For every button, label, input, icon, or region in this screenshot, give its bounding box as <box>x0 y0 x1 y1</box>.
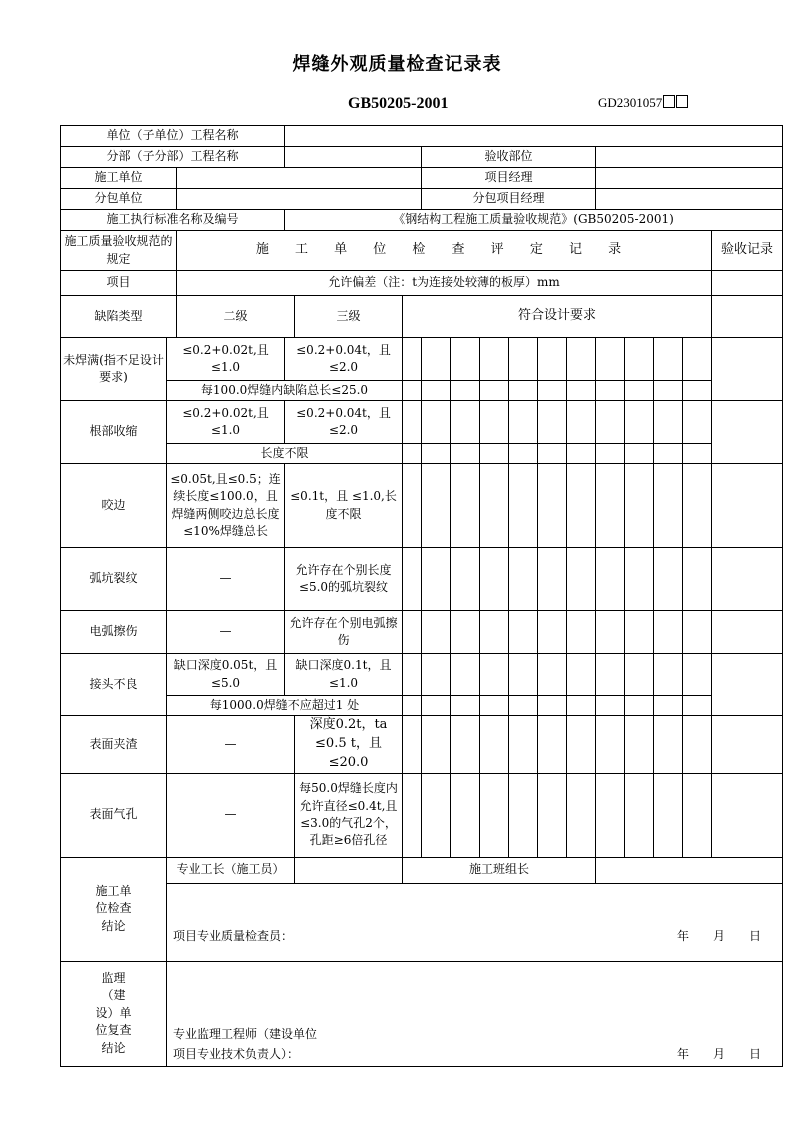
tech-leader-label: 项目专业技术负责人）： <box>173 1046 300 1061</box>
record-cell[interactable] <box>422 548 451 611</box>
record-cell[interactable] <box>567 654 596 696</box>
design-req-label: 符合设计要求 <box>403 296 712 338</box>
record-cell[interactable] <box>567 338 596 381</box>
unit-project-field[interactable] <box>285 126 783 147</box>
record-cell[interactable] <box>683 338 712 381</box>
grade2-value: ≤0.05t,且≤0.5；连续长度≤100.0，且焊缝两侧咬边总长度≤10%焊缝总长 <box>167 464 285 548</box>
record-cell[interactable] <box>509 401 538 444</box>
record-cell[interactable] <box>403 338 422 381</box>
record-cell[interactable] <box>451 381 480 401</box>
record-cell[interactable] <box>422 611 451 654</box>
construction-unit-label: 施工单位 <box>61 168 177 189</box>
record-cell[interactable] <box>654 444 683 464</box>
record-cell[interactable] <box>509 548 538 611</box>
record-cell[interactable] <box>480 654 509 696</box>
record-cell[interactable] <box>422 444 451 464</box>
record-cell[interactable] <box>683 381 712 401</box>
year-label: 年 <box>677 1046 690 1061</box>
sub-manager-field[interactable] <box>596 189 783 210</box>
record-cell[interactable] <box>683 444 712 464</box>
standard-number: GB50205-2001 <box>348 95 449 112</box>
record-cell[interactable] <box>654 548 683 611</box>
record-cell[interactable] <box>654 773 683 857</box>
standard-value: 《钢结构工程施工质量验收规范》(GB50205-2001) <box>285 210 783 231</box>
record-cell[interactable] <box>654 381 683 401</box>
row-note: 长度不限 <box>167 444 403 464</box>
record-cell[interactable] <box>538 773 567 857</box>
record-cell[interactable] <box>625 716 654 774</box>
acceptance-cell[interactable] <box>712 654 783 716</box>
record-cell[interactable] <box>538 464 567 548</box>
record-cell[interactable] <box>683 401 712 444</box>
record-cell[interactable] <box>480 381 509 401</box>
record-cell[interactable] <box>403 696 422 716</box>
record-cell[interactable] <box>451 716 480 774</box>
record-cell[interactable] <box>683 654 712 696</box>
row-note: 每100.0焊缝内缺陷总长≤25.0 <box>167 381 403 401</box>
record-cell[interactable] <box>403 611 422 654</box>
record-cell[interactable] <box>683 696 712 716</box>
subcontractor-field[interactable] <box>177 189 422 210</box>
record-cell[interactable] <box>451 611 480 654</box>
record-cell[interactable] <box>509 381 538 401</box>
record-cell[interactable] <box>509 773 538 857</box>
acceptance-cell[interactable] <box>712 401 783 464</box>
record-label: 施 工 单 位 检 查 评 定 记 录 <box>177 231 712 271</box>
record-cell[interactable] <box>451 338 480 381</box>
record-cell[interactable] <box>538 381 567 401</box>
acceptance-cell[interactable] <box>712 338 783 401</box>
construction-conclusion-area[interactable] <box>167 883 783 961</box>
acceptance-cell[interactable] <box>712 548 783 611</box>
page-title: 焊缝外观质量检查记录表 <box>292 54 502 75</box>
supervisor-label: 专业监理工程师（建设单位 <box>173 1026 318 1041</box>
record-cell[interactable] <box>480 696 509 716</box>
record-cell[interactable] <box>596 548 625 611</box>
record-cell[interactable] <box>596 716 625 774</box>
record-cell[interactable] <box>422 401 451 444</box>
document-code-text: GD2301057 <box>598 95 663 110</box>
acceptance-cell[interactable] <box>712 773 783 857</box>
record-cell[interactable] <box>683 716 712 774</box>
record-cell[interactable] <box>654 611 683 654</box>
record-cell[interactable] <box>625 401 654 444</box>
record-cell[interactable] <box>509 338 538 381</box>
record-cell[interactable] <box>538 444 567 464</box>
defect-name: 弧坑裂纹 <box>61 548 167 611</box>
grade2-label: 二级 <box>177 296 295 338</box>
code-box-icon[interactable] <box>676 95 688 108</box>
record-cell[interactable] <box>403 381 422 401</box>
record-cell[interactable] <box>480 716 509 774</box>
record-cell[interactable] <box>596 338 625 381</box>
day-label: 日 <box>749 1046 762 1061</box>
acceptance-part-label: 验收部位 <box>422 147 596 168</box>
foreman-label: 专业工长（施工员） <box>167 857 295 883</box>
record-cell[interactable] <box>596 654 625 696</box>
grade2-value: — <box>167 611 285 654</box>
record-cell[interactable] <box>567 548 596 611</box>
defect-name: 表面气孔 <box>61 773 167 857</box>
record-cell[interactable] <box>596 401 625 444</box>
record-cell[interactable] <box>654 716 683 774</box>
record-cell[interactable] <box>596 773 625 857</box>
record-cell[interactable] <box>596 444 625 464</box>
grade2-value: — <box>167 548 285 611</box>
sub-project-field[interactable] <box>285 147 422 168</box>
record-cell[interactable] <box>451 696 480 716</box>
day-label: 日 <box>749 928 762 943</box>
record-cell[interactable] <box>683 611 712 654</box>
supervision-conclusion-label: 监理（建设）单位复查结论 <box>61 961 167 1066</box>
record-cell[interactable] <box>538 401 567 444</box>
record-cell[interactable] <box>403 444 422 464</box>
record-cell[interactable] <box>538 696 567 716</box>
unit-project-label: 单位（子单位）工程名称 <box>61 126 285 147</box>
supervision-conclusion-area[interactable] <box>167 961 783 1066</box>
month-label: 月 <box>713 928 726 943</box>
record-cell[interactable] <box>567 611 596 654</box>
team-leader-field[interactable] <box>596 857 783 883</box>
grade2-value: ≤0.2+0.02t,且≤1.0 <box>167 338 285 381</box>
record-cell[interactable] <box>567 696 596 716</box>
record-cell[interactable] <box>509 464 538 548</box>
record-cell[interactable] <box>403 654 422 696</box>
record-cell[interactable] <box>654 696 683 716</box>
year-label: 年 <box>677 928 690 943</box>
record-cell[interactable] <box>683 548 712 611</box>
record-cell[interactable] <box>538 611 567 654</box>
record-cell[interactable] <box>567 773 596 857</box>
record-cell[interactable] <box>683 464 712 548</box>
record-cell[interactable] <box>625 338 654 381</box>
record-cell[interactable] <box>567 381 596 401</box>
acceptance-cell[interactable] <box>712 611 783 654</box>
record-cell[interactable] <box>403 548 422 611</box>
construction-unit-field[interactable] <box>177 168 422 189</box>
grade2-value: 缺口深度0.05t，且≤5.0 <box>167 654 285 696</box>
acceptance-cell[interactable] <box>712 716 783 774</box>
project-manager-label: 项目经理 <box>422 168 596 189</box>
project-manager-field[interactable] <box>596 168 783 189</box>
defect-name: 未焊满(指不足设计要求) <box>61 338 167 401</box>
record-cell[interactable] <box>567 716 596 774</box>
record-cell[interactable] <box>422 338 451 381</box>
record-cell[interactable] <box>567 464 596 548</box>
subcontractor-label: 分包单位 <box>61 189 177 210</box>
grade3-value: 缺口深度0.1t，且≤1.0 <box>285 654 403 696</box>
record-cell[interactable] <box>654 464 683 548</box>
record-cell[interactable] <box>422 696 451 716</box>
row-note: 每1000.0焊缝不应超过1 处 <box>167 696 403 716</box>
quality-inspector-label: 项目专业质量检查员： <box>173 928 294 943</box>
record-cell[interactable] <box>480 773 509 857</box>
record-cell[interactable] <box>509 696 538 716</box>
record-cell[interactable] <box>625 611 654 654</box>
grade3-value: 允许存在个别电弧擦伤 <box>285 611 403 654</box>
record-cell[interactable] <box>509 444 538 464</box>
record-cell[interactable] <box>596 464 625 548</box>
record-cell[interactable] <box>509 716 538 774</box>
record-cell[interactable] <box>683 773 712 857</box>
grade2-value: — <box>167 773 295 857</box>
grade3-label: 三级 <box>295 296 403 338</box>
record-cell[interactable] <box>403 773 422 857</box>
record-cell[interactable] <box>422 381 451 401</box>
record-cell[interactable] <box>654 401 683 444</box>
foreman-field[interactable] <box>295 857 403 883</box>
record-cell[interactable] <box>625 773 654 857</box>
grade3-value: 深度0.2t，ta ≤0.5 t，且≤20.0 <box>295 716 403 774</box>
inspection-table <box>60 125 783 1067</box>
document-code <box>598 95 688 111</box>
defect-name: 表面夹渣 <box>61 716 167 774</box>
record-cell[interactable] <box>625 381 654 401</box>
record-cell[interactable] <box>422 773 451 857</box>
construction-conclusion-label: 施工单位检查结论 <box>61 857 167 961</box>
record-cell[interactable] <box>509 611 538 654</box>
defect-name: 咬边 <box>61 464 167 548</box>
record-cell[interactable] <box>480 401 509 444</box>
record-cell[interactable] <box>596 381 625 401</box>
record-cell[interactable] <box>480 611 509 654</box>
spec-label: 施工质量验收规范的规定 <box>61 231 177 271</box>
record-cell[interactable] <box>451 773 480 857</box>
grade2-value: ≤0.2+0.02t,且≤1.0 <box>167 401 285 444</box>
grade3-value: 允许存在个别长度≤5.0的弧坑裂纹 <box>285 548 403 611</box>
record-cell[interactable] <box>451 464 480 548</box>
record-cell[interactable] <box>567 444 596 464</box>
record-cell[interactable] <box>480 338 509 381</box>
grade2-value: — <box>167 716 295 774</box>
record-cell[interactable] <box>567 401 596 444</box>
acceptance-cell[interactable] <box>712 296 783 338</box>
defect-name: 电弧擦伤 <box>61 611 167 654</box>
record-cell[interactable] <box>480 548 509 611</box>
record-cell[interactable] <box>625 444 654 464</box>
record-cell[interactable] <box>654 338 683 381</box>
defect-name: 根部收缩 <box>61 401 167 464</box>
record-cell[interactable] <box>480 444 509 464</box>
grade3-value: ≤0.2+0.04t，且≤2.0 <box>285 401 403 444</box>
month-label: 月 <box>713 1046 726 1061</box>
defect-name: 接头不良 <box>61 654 167 716</box>
acceptance-label: 验收记录 <box>712 231 783 271</box>
record-cell[interactable] <box>654 654 683 696</box>
code-box-icon[interactable] <box>663 95 675 108</box>
team-leader-label: 施工班组长 <box>403 857 596 883</box>
defect-type-label: 缺陷类型 <box>61 296 177 338</box>
record-cell[interactable] <box>596 696 625 716</box>
standard-label: 施工执行标准名称及编号 <box>61 210 285 231</box>
record-cell[interactable] <box>625 696 654 716</box>
grade3-value: 每50.0焊缝长度内允许直径≤0.4t,且≤3.0的气孔2个，孔距≥6倍孔径 <box>295 773 403 857</box>
record-cell[interactable] <box>403 401 422 444</box>
record-cell[interactable] <box>451 654 480 696</box>
record-cell[interactable] <box>625 654 654 696</box>
record-cell[interactable] <box>422 464 451 548</box>
record-cell[interactable] <box>538 716 567 774</box>
record-cell[interactable] <box>538 654 567 696</box>
sub-project-label: 分部（子分部）工程名称 <box>61 147 285 168</box>
record-cell[interactable] <box>422 716 451 774</box>
record-cell[interactable] <box>625 548 654 611</box>
record-cell[interactable] <box>480 464 509 548</box>
item-label: 项目 <box>61 271 177 296</box>
record-cell[interactable] <box>538 548 567 611</box>
grade3-value: ≤0.1t，且 ≤1.0,长度不限 <box>285 464 403 548</box>
record-cell[interactable] <box>403 464 422 548</box>
acceptance-cell[interactable] <box>712 271 783 296</box>
record-cell[interactable] <box>451 401 480 444</box>
record-cell[interactable] <box>509 654 538 696</box>
record-cell[interactable] <box>451 548 480 611</box>
record-cell[interactable] <box>625 464 654 548</box>
record-cell[interactable] <box>451 444 480 464</box>
record-cell[interactable] <box>596 611 625 654</box>
tolerance-label: 允许偏差（注：t为连接处较薄的板厚）mm <box>177 271 712 296</box>
record-cell[interactable] <box>403 716 422 774</box>
record-cell[interactable] <box>422 654 451 696</box>
grade3-value: ≤0.2+0.04t，且≤2.0 <box>285 338 403 381</box>
acceptance-cell[interactable] <box>712 464 783 548</box>
acceptance-part-field[interactable] <box>596 147 783 168</box>
record-cell[interactable] <box>538 338 567 381</box>
sub-manager-label: 分包项目经理 <box>422 189 596 210</box>
